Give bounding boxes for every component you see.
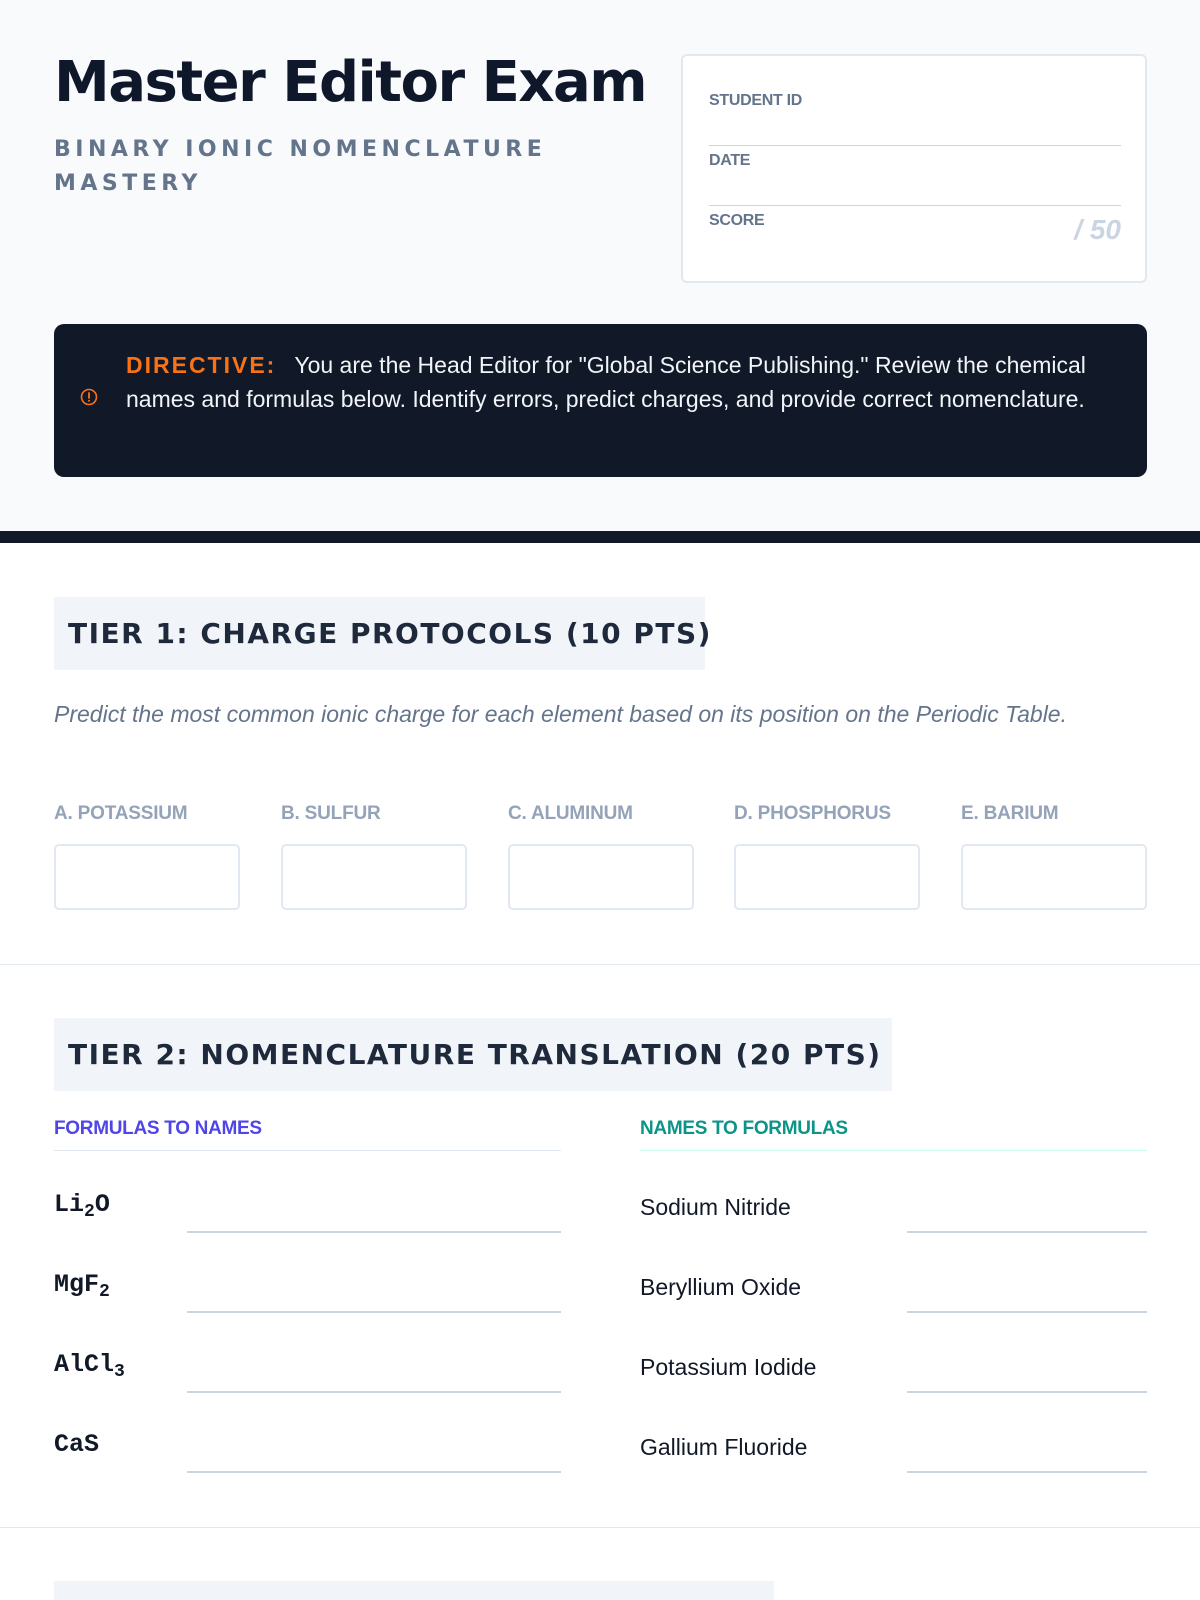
charge-label: A. POTASSIUM: [54, 803, 188, 824]
charge-input[interactable]: [54, 844, 240, 910]
charge-label: C. ALUMINUM: [508, 803, 633, 824]
names-to-formulas-heading: NAMES TO FORMULAS: [640, 1118, 1147, 1151]
answer-blank[interactable]: [187, 1391, 561, 1393]
exam-title: Master Editor Exam: [54, 50, 647, 115]
date-label: DATE: [709, 152, 751, 169]
directive-body: You are the Head Editor for "Global Science Publishing." Review the chemical names and formulas below. Identify errors, predict charges, and provide correct nomenclature.: [126, 352, 1086, 412]
score-field[interactable]: [709, 206, 1121, 266]
answer-blank[interactable]: [187, 1311, 561, 1313]
formula-item: CaS: [54, 1430, 100, 1459]
compound-name: Beryllium Oxide: [640, 1274, 802, 1300]
tier1-instructions: Predict the most common ionic charge for each element based on its position on the Periodic Table.: [54, 701, 1067, 727]
score-total: / 50: [1074, 214, 1121, 245]
charge-input[interactable]: [508, 844, 694, 910]
date-field[interactable]: [709, 146, 1121, 206]
formula-item: $Li_2O$: [54, 1190, 110, 1222]
answer-blank[interactable]: [907, 1471, 1147, 1473]
directive-banner: [54, 324, 1147, 477]
exam-header: [0, 0, 1200, 531]
charge-label: B. SULFUR: [281, 803, 381, 824]
charge-label: E. BARIUM: [961, 803, 1059, 824]
directive-label: DIRECTIVE:: [126, 352, 277, 378]
section-divider: [0, 964, 1200, 965]
answer-blank[interactable]: [907, 1311, 1147, 1313]
header-divider-bar: [0, 531, 1200, 543]
charge-item: [508, 803, 694, 825]
compound-name: Potassium Iodide: [640, 1354, 817, 1380]
charge-input[interactable]: [281, 844, 467, 910]
student-id-field[interactable]: [709, 86, 1121, 146]
student-info-box: [681, 54, 1147, 283]
tier1-heading: TIER 1: CHARGE PROTOCOLS (10 PTS): [54, 597, 705, 670]
charge-input[interactable]: [961, 844, 1147, 910]
answer-blank[interactable]: [907, 1231, 1147, 1233]
formula-item: MgF$_2$: [54, 1270, 110, 1302]
formula-item: AlCl$_3$: [54, 1350, 125, 1382]
charge-item: [281, 803, 467, 825]
compound-name: Gallium Fluoride: [640, 1434, 808, 1460]
tier3-heading: [54, 1581, 774, 1600]
directive-text-block: [126, 348, 1126, 416]
answer-blank[interactable]: [187, 1471, 561, 1473]
charge-item: [734, 803, 920, 825]
tier2-heading: TIER 2: NOMENCLATURE TRANSLATION (20 PTS): [54, 1018, 892, 1091]
charge-item: [961, 803, 1147, 825]
formulas-to-names-heading: FORMULAS TO NAMES: [54, 1118, 561, 1151]
charge-label: D. PHOSPHORUS: [734, 803, 891, 824]
exam-subtitle: BINARY IONIC NOMENCLATURE MASTERY: [54, 137, 547, 196]
section-divider: [0, 1527, 1200, 1528]
charge-item: [54, 803, 240, 825]
compound-name: Sodium Nitride: [640, 1194, 791, 1220]
score-label: SCORE: [709, 212, 765, 229]
charge-input[interactable]: [734, 844, 920, 910]
alert-circle-icon: [80, 388, 98, 406]
answer-blank[interactable]: [907, 1391, 1147, 1393]
student-id-label: STUDENT ID: [709, 92, 803, 109]
answer-blank[interactable]: [187, 1231, 561, 1233]
